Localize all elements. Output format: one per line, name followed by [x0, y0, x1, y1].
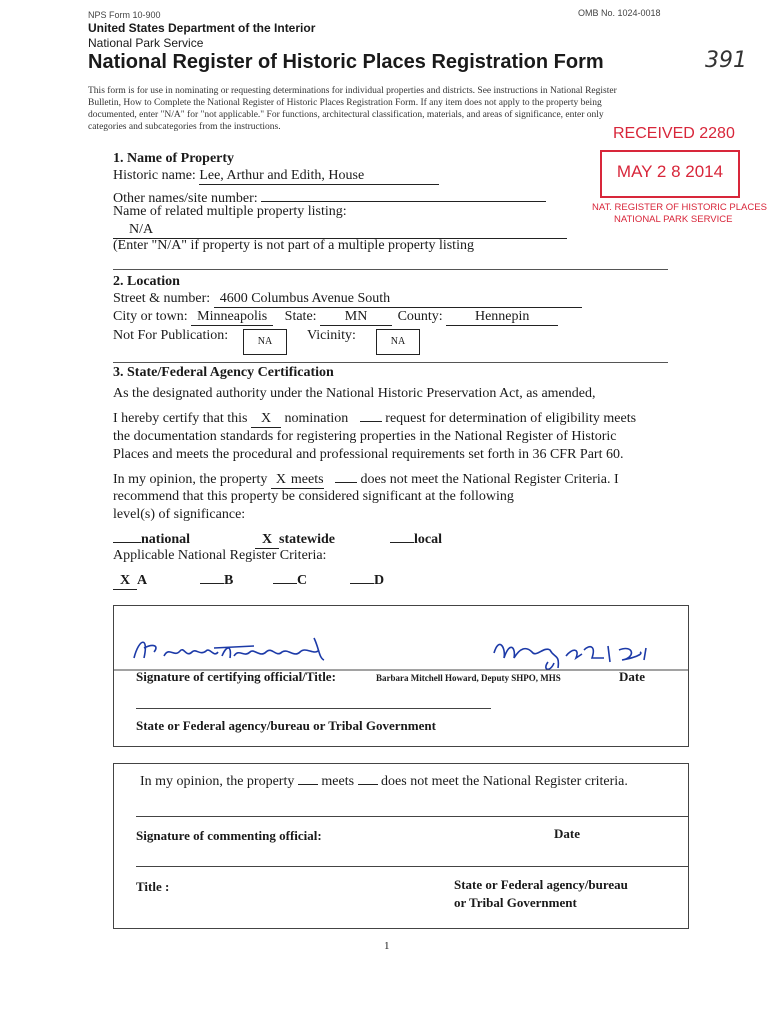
criteria-d-label: D [374, 573, 385, 588]
criteria-b-label: B [224, 573, 234, 588]
related-listing-note: (Enter "N/A" if property is not part of a multiple property listing [113, 238, 474, 253]
commenting-agency-line-1: State or Federal agency/bureau [454, 877, 628, 892]
commenting-agency-line-2: or Tribal Government [454, 895, 577, 910]
stamp-date: MAY 2 8 2014 [616, 162, 724, 181]
local-label: local [414, 532, 442, 547]
city-row [113, 309, 558, 326]
request-checkbox[interactable] [360, 421, 382, 422]
national-checkbox[interactable] [113, 542, 141, 543]
statewide-option [255, 532, 335, 549]
commenting-not-meet-label: does not meet the National Register criteria. [381, 774, 628, 789]
state-label: State: [284, 309, 317, 324]
certifying-official-name: Barbara Mitchell Howard, Deputy SHPO, MHS [376, 673, 561, 683]
commenting-title-label: Title : [136, 879, 170, 894]
certifying-official-label: Signature of certifying official/Title: [136, 669, 336, 684]
statewide-label: statewide [279, 532, 335, 547]
historic-name-row [113, 168, 439, 185]
local-option [390, 532, 442, 548]
stamp-service-line: NATIONAL PARK SERVICE [614, 214, 733, 225]
opinion-text: In my opinion, the property [113, 472, 268, 487]
statewide-checkbox[interactable]: X [255, 532, 279, 549]
commenting-official-box [113, 763, 689, 929]
commenting-meets-label: meets [321, 774, 355, 789]
department-name: United States Department of the Interior [88, 21, 316, 35]
handwritten-page-number: 391 [705, 48, 747, 73]
criteria-d-option [350, 573, 384, 589]
county-label: County: [397, 309, 443, 324]
authority-statement: As the designated authority under the National Historic Preservation Act, as amended, [113, 386, 596, 401]
vicinity-box[interactable]: NA [376, 329, 420, 355]
section-2-heading: 2. Location [113, 274, 180, 289]
criteria-c-option [273, 573, 307, 589]
request-label: request for determination of eligibility meets [385, 411, 637, 426]
service-name: National Park Service [88, 36, 204, 50]
criteria-a-label: A [137, 573, 148, 588]
agency-line [136, 708, 491, 709]
street-value: 4600 Columbus Avenue South [214, 291, 582, 308]
criteria-a-option [113, 573, 147, 590]
other-names-label: Other names/site number: [113, 191, 258, 206]
meets-checkbox[interactable]: X [271, 472, 291, 489]
nomination-checkbox[interactable]: X [251, 411, 281, 428]
page-number: 1 [384, 940, 390, 952]
instructions-paragraph [88, 85, 684, 133]
county-value: Hennepin [446, 309, 558, 326]
criteria-a-checkbox[interactable]: X [113, 573, 137, 590]
related-listing-value: N/A [113, 222, 567, 239]
opinion-line-3: level(s) of significance: [113, 507, 246, 522]
form-title: National Register of Historic Places Registration Form [88, 51, 604, 73]
commenting-date-label: Date [554, 826, 580, 841]
certify-line-2: the documentation standards for registering properties in the National Register of Historic [113, 429, 617, 444]
certify-text: I hereby certify that this [113, 411, 248, 426]
commenting-divider [136, 816, 688, 817]
nomination-label: nomination [284, 411, 349, 426]
commenting-signature-label: Signature of commenting official: [136, 828, 322, 843]
criteria-b-option [200, 573, 233, 589]
instructions-line: categories and subcategories from the instructions. [88, 122, 281, 132]
commenting-not-meet-checkbox[interactable] [358, 784, 378, 785]
publication-box[interactable]: NA [243, 329, 287, 355]
received-stamp-text: RECEIVED 2280 [613, 125, 735, 142]
criteria-c-label: C [297, 573, 308, 588]
commenting-divider [136, 866, 688, 867]
stamp-date-box [600, 150, 740, 198]
street-label: Street & number: [113, 291, 211, 306]
certify-row [113, 411, 636, 428]
publication-label: Not For Publication: [113, 328, 229, 343]
section-divider [113, 362, 668, 363]
certifying-agency-label: State or Federal agency/bureau or Tribal Government [136, 718, 436, 733]
city-label: City or town: [113, 309, 188, 324]
section-divider [113, 269, 668, 270]
local-checkbox[interactable] [390, 542, 414, 543]
historic-name-label: Historic name: [113, 168, 196, 183]
commenting-meets-checkbox[interactable] [298, 784, 318, 785]
state-value: MN [320, 309, 392, 326]
other-names-value [261, 186, 546, 202]
commenting-opinion-text: In my opinion, the property [140, 774, 295, 789]
criteria-b-checkbox[interactable] [200, 583, 224, 584]
national-option [113, 532, 190, 548]
instructions-line: This form is for use in nominating or requesting determinations for individual properties and districts. See instructions in National Register [88, 86, 617, 96]
not-meet-label: does not meet the National Register Criteria. I [360, 472, 619, 487]
instructions-line: Bulletin, How to Complete the National Register of Historic Places Registration Form. If any item does not apply to the property being [88, 98, 602, 108]
street-row [113, 291, 582, 308]
section-1-heading: 1. Name of Property [113, 151, 235, 166]
certifying-date-label: Date [619, 669, 645, 684]
omb-number: OMB No. 1024-0018 [578, 8, 661, 18]
historic-name-value: Lee, Arthur and Edith, House [199, 168, 439, 185]
criteria-d-checkbox[interactable] [350, 583, 374, 584]
vicinity-label: Vicinity: [307, 328, 356, 343]
section-3-heading: 3. State/Federal Agency Certification [113, 365, 334, 380]
opinion-row [113, 472, 619, 489]
criteria-label: Applicable National Register Criteria: [113, 548, 327, 563]
form-number: NPS Form 10-900 [88, 10, 161, 20]
criteria-c-checkbox[interactable] [273, 583, 297, 584]
certify-line-3: Places and meets the procedural and professional requirements set forth in 36 CFR Part 60. [113, 447, 624, 462]
certifying-signature-box [113, 605, 689, 747]
related-listing-label: Name of related multiple property listing: [113, 204, 347, 219]
related-listing-row [113, 222, 567, 239]
meets-label: meets [290, 472, 324, 487]
city-value: Minneapolis [191, 309, 273, 326]
opinion-line-2: recommend that this property be considered significant at the following [113, 489, 514, 504]
commenting-opinion-row [140, 774, 628, 790]
national-label: national [141, 532, 191, 547]
not-meet-checkbox[interactable] [335, 482, 357, 483]
stamp-register-line: NAT. REGISTER OF HISTORIC PLACES [592, 202, 767, 213]
instructions-line: documented, enter "N/A" for "not applicable." For functions, architectural classification, materials, and areas of significance, enter only [88, 110, 604, 120]
